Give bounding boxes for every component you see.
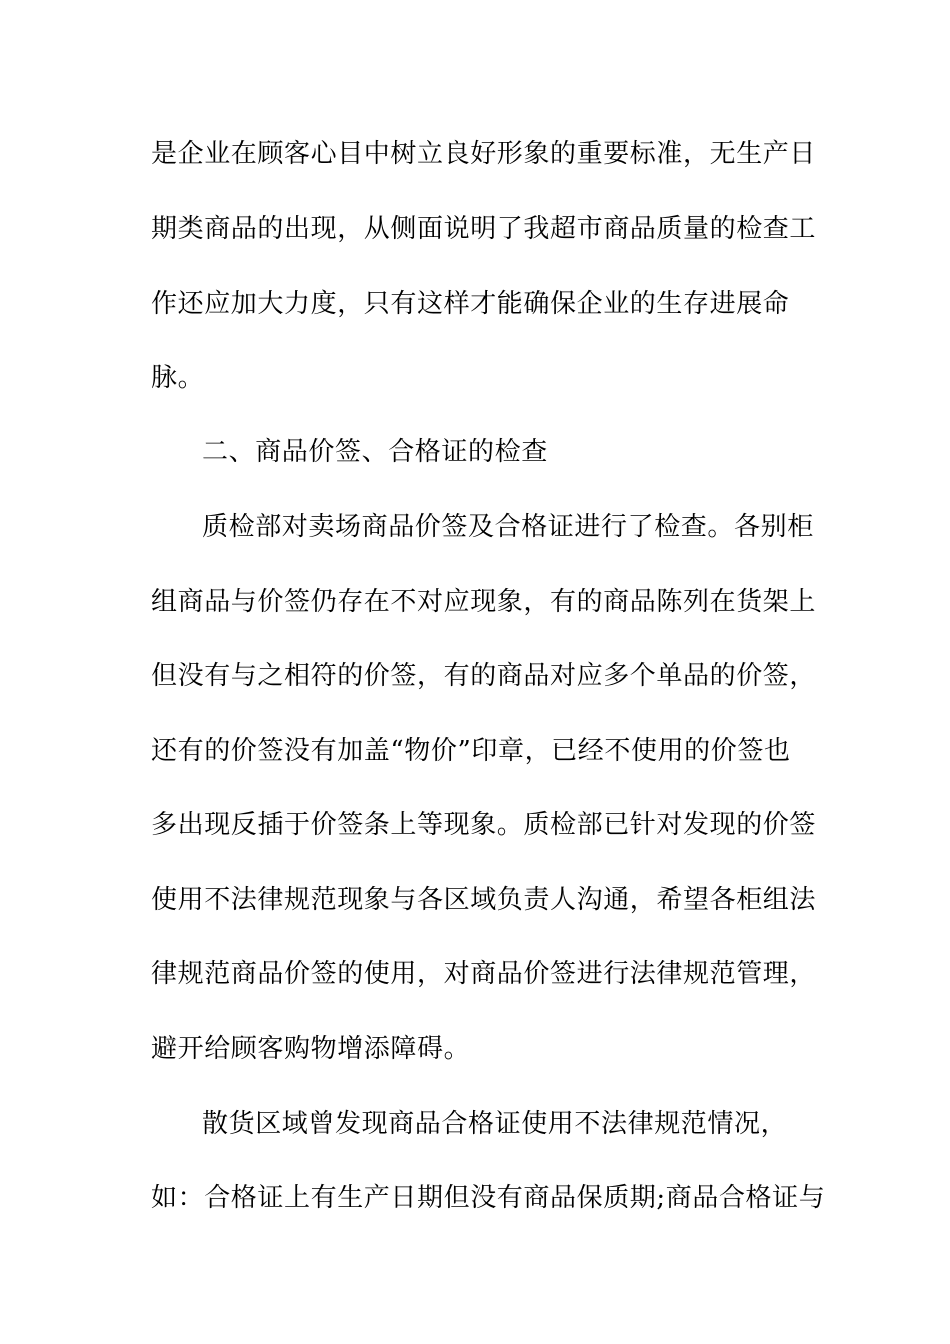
body-text-line: 还有的价签没有加盖“物价”印章，已经不使用的价签也	[151, 736, 791, 766]
body-text-line: 脉。	[151, 363, 205, 393]
body-text-line: 如：合格证上有生产日期但没有商品保质期;商品合格证与	[151, 1183, 826, 1213]
body-text-line: 散货区域曾发现商品合格证使用不法律规范情况，	[202, 1109, 788, 1139]
body-text-line: 多出现反插于价签条上等现象。质检部已针对发现的价签	[151, 810, 817, 840]
body-text-line: 作还应加大力度，只有这样才能确保企业的生存进展命	[151, 289, 790, 319]
body-text-line: 质检部对卖场商品价签及合格证进行了检查。各别柜	[202, 512, 814, 542]
body-text-line: 律规范商品价签的使用，对商品价签进行法律规范管理，	[151, 959, 817, 989]
body-text-line: 但没有与之相符的价签，有的商品对应多个单品的价签，	[151, 661, 817, 691]
body-text-line: 是企业在顾客心目中树立良好形象的重要标准，无生产日	[151, 139, 817, 169]
body-text-line: 使用不法律规范现象与各区域负责人沟通，希望各柜组法	[151, 885, 817, 915]
body-text-line: 避开给顾客购物增添障碍。	[151, 1034, 471, 1064]
body-text-line: 期类商品的出现，从侧面说明了我超市商品质量的检查工	[151, 214, 817, 244]
section-heading: 二、商品价签、合格证的检查	[202, 437, 548, 467]
body-text-line: 组商品与价签仍存在不对应现象，有的商品陈列在货架上	[151, 587, 817, 617]
